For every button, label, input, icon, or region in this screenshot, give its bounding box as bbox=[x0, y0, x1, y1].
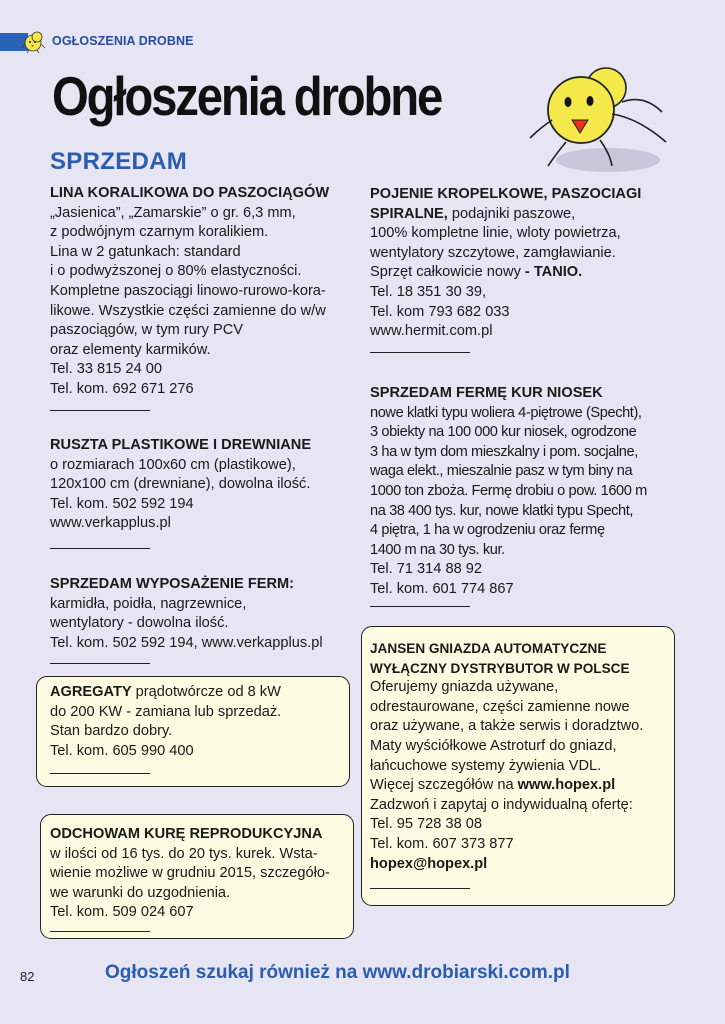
ad-heading: POJENIE KROPELKOWE, PASZOCIAGI bbox=[370, 186, 642, 202]
ad-link[interactable]: www.verkapplus.pl bbox=[50, 515, 171, 532]
ad-line: nowe klatki typu woliera 4-piętrowe (Specht), bbox=[370, 404, 642, 421]
ad-line: wentylatory - dowolna ilość. bbox=[50, 615, 229, 632]
ad-line: prądotwórcze od 8 kW bbox=[131, 684, 281, 700]
section-heading-sprzedam: SPRZEDAM bbox=[50, 148, 188, 175]
ad-line: Kompletne paszociągi linowo-rurowo-kora- bbox=[50, 282, 326, 299]
ad-line: 1400 m na 30 tys. kur. bbox=[370, 541, 505, 558]
ad-line: paszociągów, w tym rury PCV bbox=[50, 322, 244, 339]
ad-line: Tel. 33 815 24 00 bbox=[50, 361, 162, 378]
divider bbox=[50, 931, 150, 932]
ad-pojenie bbox=[370, 185, 641, 342]
ad-heading: LINA KORALIKOWA DO PASZOCIĄGÓW bbox=[50, 185, 330, 201]
ad-line: 120x100 cm (drewniane), dowolna ilość. bbox=[50, 476, 311, 493]
ad-line: i o podwyższonej o 80% elastyczności. bbox=[50, 263, 302, 280]
ad-line: oraz używane, a także serwis i doradztwo. bbox=[370, 718, 644, 735]
ad-link[interactable]: www.hermit.com.pl bbox=[370, 323, 493, 340]
ad-line: Tel. 95 728 38 08 bbox=[370, 816, 482, 833]
page-number: 82 bbox=[20, 969, 35, 984]
divider bbox=[50, 548, 150, 549]
ad-line: Tel. 71 314 88 92 bbox=[370, 561, 482, 578]
ad-heading: SPRZEDAM WYPOSAŻENIE FERM: bbox=[50, 576, 295, 592]
chick-illustration bbox=[526, 54, 674, 180]
ad-heading: AGREGATY bbox=[50, 684, 132, 700]
ad-line: Tel. kom. 692 671 276 bbox=[50, 380, 194, 397]
ad-line: Więcej szczegółów na bbox=[370, 777, 518, 794]
ad-line: Sprzęt całkowicie nowy bbox=[370, 264, 525, 281]
ad-emphasis: - TANIO. bbox=[524, 264, 583, 281]
ad-line: Zadzwoń i zapytaj o indywidualną ofertę: bbox=[370, 796, 633, 813]
ad-heading-cont: SPIRALNE, bbox=[370, 205, 448, 222]
ad-line: Tel. kom. 509 024 607 bbox=[50, 904, 194, 921]
ad-ferma-kur bbox=[370, 384, 647, 600]
header-section-label: OGŁOSZENIA DROBNE bbox=[52, 34, 194, 48]
ad-line: Oferujemy gniazda używane, bbox=[370, 679, 559, 696]
ad-line: Tel. kom. 605 990 400 bbox=[50, 742, 194, 759]
ad-lina-koralikowa bbox=[50, 184, 329, 400]
ad-link[interactable]: www.hopex.pl bbox=[517, 777, 616, 794]
footer-note: Ogłoszeń szukaj również na www.drobiarski.com.pl bbox=[105, 962, 570, 983]
ad-line: w ilości od 16 tys. do 20 tys. kurek. Wsta- bbox=[50, 845, 318, 862]
ad-line: o rozmiarach 100x60 cm (plastikowe), bbox=[50, 456, 296, 473]
divider bbox=[50, 773, 150, 774]
ad-line: z podwójnym czarnym koralikiem. bbox=[50, 224, 269, 241]
ad-line: we warunki do uzgodnienia. bbox=[50, 884, 231, 901]
ad-line: do 200 KW - zamiana lub sprzedaż. bbox=[50, 703, 282, 720]
ad-line: Tel. kom. 502 592 194 bbox=[50, 495, 194, 512]
ad-heading: JANSEN GNIAZDA AUTOMATYCZNE bbox=[370, 641, 607, 656]
ad-line: Tel. kom 793 682 033 bbox=[370, 303, 510, 320]
ad-line: 1000 ton zboża. Fermę drobiu o pow. 1600 m bbox=[370, 482, 647, 499]
divider bbox=[370, 352, 470, 353]
divider bbox=[370, 888, 470, 889]
ad-line: „Jasienica”, „Zamarskie” o gr. 6,3 mm, bbox=[50, 204, 296, 221]
ad-line: Lina w 2 gatunkach: standard bbox=[50, 243, 241, 260]
ad-ruszta bbox=[50, 436, 311, 534]
ad-line: podajniki paszowe, bbox=[447, 205, 576, 222]
ad-line: oraz elementy karmików. bbox=[50, 341, 211, 358]
ad-line: likowe. Wszystkie części zamienne do w/w bbox=[50, 302, 326, 319]
ad-jansen bbox=[370, 639, 643, 874]
ad-email-link[interactable]: hopex@hopex.pl bbox=[370, 855, 488, 872]
ad-heading: SPRZEDAM FERMĘ KUR NIOSEK bbox=[370, 385, 603, 401]
ad-heading-cont: WYŁĄCZNY DYSTRYBUTOR W POLSCE bbox=[370, 660, 630, 676]
ad-agregaty bbox=[50, 683, 281, 761]
ad-line: 3 ha w tym dom mieszkalny i pom. socjalne, bbox=[370, 443, 638, 460]
ad-heading: ODCHOWAM KURĘ REPRODUKCYJNA bbox=[50, 826, 323, 842]
ad-line: Tel. kom. 502 592 194, www.verkapplus.pl bbox=[50, 634, 323, 651]
ad-odchowam bbox=[50, 825, 330, 923]
divider bbox=[50, 410, 150, 411]
ad-line: odrestaurowane, części zamienne nowe bbox=[370, 698, 630, 715]
ad-line: Maty wyściółkowe Astroturf do gniazd, bbox=[370, 737, 617, 754]
ad-wyposazenie-ferm bbox=[50, 575, 323, 653]
ad-line: 4 piętra, 1 ha w ogrodzeniu oraz fermę bbox=[370, 522, 605, 539]
divider bbox=[50, 663, 150, 664]
divider bbox=[370, 606, 470, 607]
ad-line: 100% kompletne linie, wloty powietrza, bbox=[370, 225, 621, 242]
ad-line: 3 obiekty na 100 000 kur niosek, ogrodzone bbox=[370, 424, 637, 441]
ad-line: wienie możliwe w grudniu 2015, szczegóło- bbox=[50, 865, 330, 882]
ad-line: Tel. 18 351 30 39, bbox=[370, 283, 487, 300]
ad-line: na 38 400 tys. kur, nowe klatki typu Specht, bbox=[370, 502, 634, 519]
ad-line: Tel. kom. 607 373 877 bbox=[370, 835, 514, 852]
ad-line: Stan bardzo dobry. bbox=[50, 723, 173, 740]
ad-line: Tel. kom. 601 774 867 bbox=[370, 580, 514, 597]
ad-heading: RUSZTA PLASTIKOWE I DREWNIANE bbox=[50, 437, 312, 453]
ad-line: karmidła, poidła, nagrzewnice, bbox=[50, 595, 247, 612]
ad-line: waga elekt., mieszalnie pasz w tym biny na bbox=[370, 463, 633, 480]
ad-line: wentylatory szczytowe, zamgławianie. bbox=[370, 244, 616, 261]
chick-icon bbox=[20, 30, 46, 54]
page-title: Ogłoszenia drobne bbox=[52, 65, 442, 127]
ad-line: łańcuchowe systemy żywienia VDL. bbox=[370, 757, 602, 774]
